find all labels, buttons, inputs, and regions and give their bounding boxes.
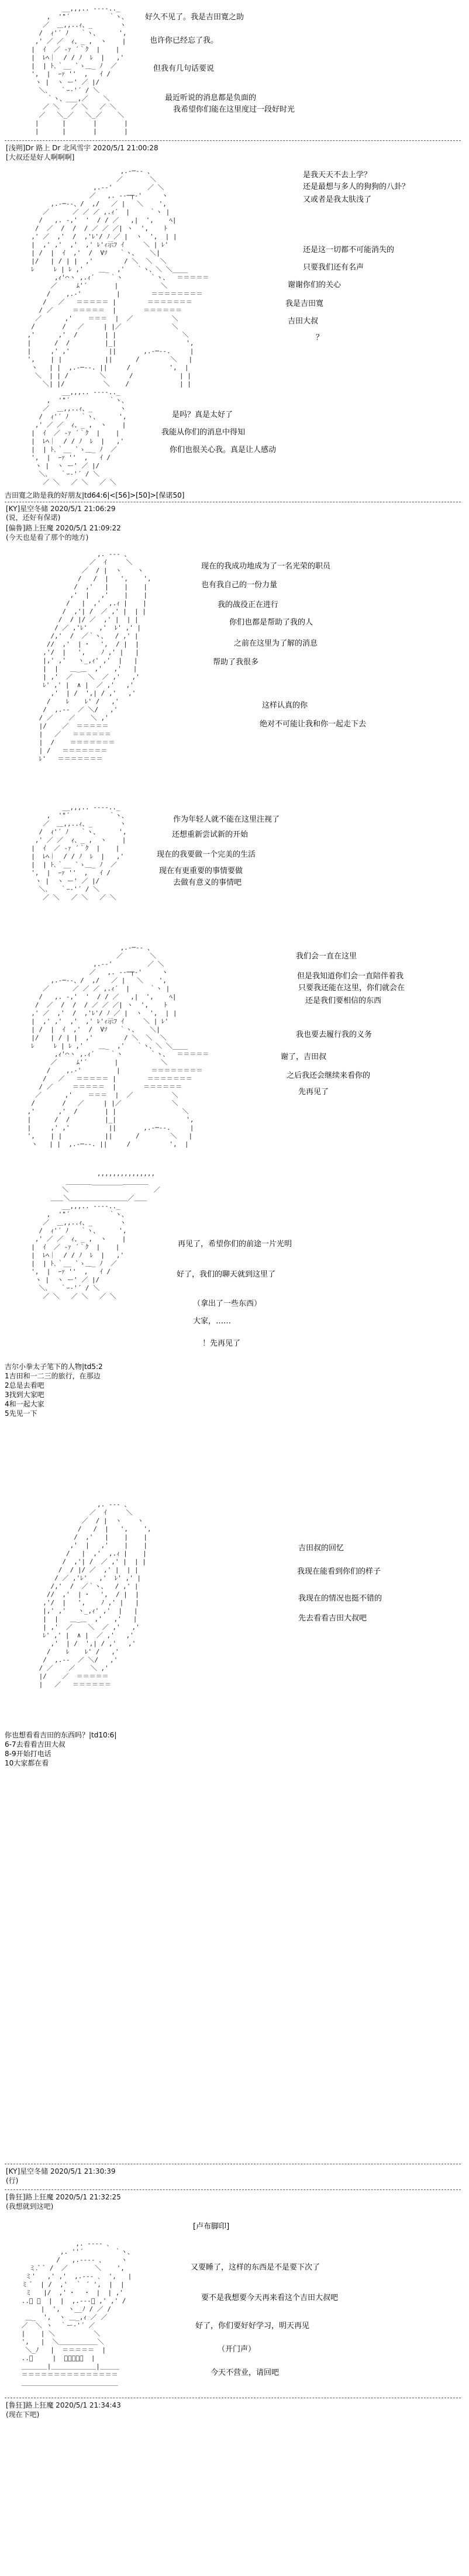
section-caption: 你也想看看吉田的东西吗？|td10:6| bbox=[5, 1731, 117, 1739]
scene-label: [卢布脚印] bbox=[193, 2222, 230, 2231]
dialogue-line: 好了，我们的聊天就到这里了 bbox=[177, 1270, 276, 1279]
dialogue-line: 你们也很关心我。真是让人感动 bbox=[170, 446, 277, 454]
dialogue-line: 好久不见了。我是吉田寛之助 bbox=[145, 13, 244, 22]
dialogue-line: 你们也都是帮助了我的人 bbox=[229, 618, 313, 627]
dialogue-line: 还是这一切都不可能消失的 bbox=[303, 246, 395, 254]
dialogue-line: 要不是我想要今天再来看这个吉田大叔吧 bbox=[201, 2294, 339, 2302]
dialogue-line: 先再见了 bbox=[298, 1088, 329, 1096]
dialogue-line: 好了，你们要好好学习，明天再见 bbox=[195, 2322, 310, 2330]
post-comment: (我想就到这吧) bbox=[6, 2202, 54, 2211]
post-comment: (行) bbox=[6, 2177, 19, 2185]
note-line: 10大家都在看 bbox=[5, 1759, 49, 1767]
dialogue-line: 今天不营业，请回吧 bbox=[211, 2368, 280, 2377]
dialogue-line: 还想重新尝试新的开始 bbox=[172, 830, 249, 839]
ascii-art-character: ,. -‐‐- ､ ,. ''´ ｀ヽ、 / ,.-‐‐- 、 ヽ ミ.ﾞ ﾞ / ／ ＼ ', ミ' ,' ,' ,.-‐- ､ ', | ミ ﾞ | / ,' ｀ ´ ', | | ミ |/ ,' ･ ･ | | ,' ..ﾞ ﾞ | | ,.-‐‐､ ,' ,' / | ', ヽ__ﾉ / ／ / ＿_ ', ヽ ＿_,ｨ ／ ／ ／ ＼ ヽ ｀ー‐'´ ／ | | ＼ ＼ ', | ＼＿＿＿＿＿＿＼ ＼_ﾉ | ＝＝＝＝＝ | ..ﾞ | ＝＝＝＝＝ | ＿＿＿＿|＿＿＿＿＿＿＿|＿＿＿ ＝＝＝＝＝＝＝＝＝＝＝＝＝＝＝ ＿＿＿＿＿＿＿＿＿＿＿＿＿＿＿ bbox=[21, 2240, 134, 2387]
note-line: 8-9开始打电话 bbox=[5, 1750, 51, 1758]
dialogue-line: 帮助了我很多 bbox=[213, 658, 259, 667]
dialogue-line: 之前在这里为了解的消息 bbox=[234, 639, 318, 648]
post-comment: (现在下吧) bbox=[6, 2411, 40, 2419]
dialogue-line: 只要我们还有名声 bbox=[303, 263, 364, 272]
dialogue-line: 作为年轻人就不能在这里注视了 bbox=[173, 815, 280, 824]
dialogue-line: 也许你已经忘了我。 bbox=[150, 36, 219, 45]
post-comment: (说，还好有保诺) bbox=[6, 513, 61, 522]
post-section-3 bbox=[0, 386, 469, 532]
post-meta: [KY]星空冬储 2020/5/1 21:30:39 bbox=[6, 2167, 116, 2175]
dialogue-line: 还是我们要相信的东西 bbox=[305, 996, 382, 1005]
post-meta: [偏鲁]路上狂魔 2020/5/1 21:09:22 bbox=[6, 524, 121, 532]
dialogue-line: 我的战役正在进行 bbox=[218, 601, 279, 609]
post-meta: [鲁狂]路上狂魔 2020/5/1 21:32:25 bbox=[6, 2193, 121, 2201]
section-7-notes bbox=[0, 1363, 469, 1421]
dialogue-line: 现在有更重要的事情要做 bbox=[159, 867, 243, 875]
note-line: 3找到大家吧 bbox=[5, 1391, 44, 1399]
note-line: 6-7去看看吉田大叔 bbox=[5, 1740, 65, 1749]
ascii-art-character: __,,,.. ---‐.._ , '"´ ｀ヽ、 ／ ＿,,..ｨ、_ ヽ / ｨ'´ ﾉ ｀ヽ、 ', ,' ／ ／ ｨ、_ , ヽ | | ｲ ／ ‐ｧ ´｀ｸ | | | ﾚﾍ｜ / / ﾉ ﾚ | ,' | | ﾄ､｀__ `ゝ＿_ ﾉ ／ ', | ｰｧ '' , ｲ / ヽ | ヽ ー' ／ |/ ＼､ ｀ｰ‐'´ / ＼ ／ ＼ ／ ＼ ／ ＼ bbox=[31, 388, 128, 486]
dialogue-line: 还是最想与多人的狗狗的八卦？ bbox=[303, 182, 410, 191]
dialogue-line: 现在的我成功地成为了一名光荣的职员 bbox=[201, 562, 331, 571]
post-meta: [鲁狂]路上狂魔 2020/5/1 21:34:43 bbox=[6, 2401, 121, 2409]
dialogue-line: 是我天天不去上学？ bbox=[303, 171, 372, 180]
ascii-art-character: ,.-─‐- 、 ／ ＼ ,.-‐' ／ ＼ ／ ,. --─┬‐' ヽ ,.-─‐-、/ ,/ ／ | ＼ ', ／ ／ ／ ／ ,.ｨ´ | ｀ヽ | / ,. -,' ' / / ／ ,| ', ﾍ| / ／ / / / ／ ／ ／| ヽ ', ﾄ ,' ／ ,' / ,'ﾚ'/ ﾉ ／ | ヽ ', | | | ,' ,' ,' ,' ﾚ'ｨ示ﾌ ｲ ＼ | ﾚ' | / | ｲ ,' / Vｿ ｀ヽ、 ＼| |/ | / | | ,' / ＼ ＼ ＼ ﾚ ﾚ | ﾚ ,' ＿_ ,' ｀ヽ、＼ ＼____ ,ｨ'⌒ヽ ,.ｨ´ ｀ヽ ｀ヽ、 ＝＝＝＝＝ ／ ﾑ'´ | ＼ / ,.-' | ＝＝＝＝＝＝＝＝ / ／ ＝＝＝＝＝ | ＝＝＝＝＝＝＝ / ／ ＝＝＝＝＝ | ＝＝＝＝＝＝ ／ ,' ＝＝＝ | ／ ＼ / / ／ | |／ ＼ ,' ,' / | | ＼ | / / |_| ', | ,' ,' || ,.-─‐-. | ', | | || / ＼ | ヽ | | ,.-─‐-. || / ', | ＼ | | / ＼ / | | ＼| |/ ＼ / | | bbox=[27, 167, 209, 388]
dialogue-line: 我也要去履行我的义务 bbox=[296, 1030, 373, 1039]
ascii-art-character: __,,,.. ---‐.._ , '"´ ｀ヽ、 ／ ＿,,..ｨ、_ ヽ / ｨ'´ ﾉ ｀ヽ、 ', ,' ／ ／ ｨ、_ , ヽ | | ｲ ／ ‐ｧ ´｀ｸ | | | ﾚﾍ｜ / / ﾉ ﾚ | ,' | | ﾄ､｀__ `ゝ＿_ ﾉ ／ ', | ｰｧ '' , ｲ / ヽ | ヽ ー' ／ |/ ＼､ ｀ｰ‐'´ / ＼ ｀ヽ、___,／ ＼ ／ ＼ ／ ＼ ／ ＼ ／ ＼_／ ＼_／ ＼ | | | | | | | | bbox=[31, 5, 128, 135]
dialogue-line: 最近听说的消息都是负面的 bbox=[165, 94, 257, 102]
dialogue-line: 现在的我要做一个完美的生活 bbox=[157, 850, 256, 859]
section-caption: 吉尔小拳太子笔下的人物|td5:2 bbox=[5, 1363, 103, 1371]
dialogue-line: 之后我还会继续来看你的 bbox=[287, 1071, 371, 1080]
dialogue-line: 我希望你们能在这里度过一段好时光 bbox=[173, 105, 295, 114]
dialogue-line: 再见了，希望你们的前途一片光明 bbox=[178, 1240, 292, 1249]
dialogue-line: 先去看看吉田大叔吧 bbox=[298, 1614, 367, 1623]
dialogue-line: 我现在的情况也挺不错的 bbox=[298, 1594, 382, 1603]
section-caption: 吉田寛之助是我的好朋友|td64:6|<[56]>[50]>[保诺50] bbox=[5, 491, 185, 499]
note-line: 4和一起大家 bbox=[5, 1400, 44, 1408]
post-section-8 bbox=[0, 1497, 469, 1708]
ascii-art-character: ,. -‐- 、 ／ ｲ ＼ ／ / | ヽ ヽ / / | ', ', / ,' | | | ,' | ,' | | / | ,' ,.ｨ | | / ,'| / ／ ,' | | | / / |/ ／ ,' | | | / ／ ,'ﾚ' ,' ﾚ' ,' | /,' / ／｀ヽ、 / ,' | // ,' | ･ ', / | | ,'/ | ', ﾉ ,' | | |,' ,' ヽ_,ｨ' ,' | | | | ＿_＿ ,' ,' | | ,' ／ ＼ ／ ,' ,' ﾚ' ,' | ∧ | ／ ,' ,' ,' | / ',| / ,' ,' / ﾚ ﾚ' / ,' / ,.-‐ ／ ＼/ ,' / ／ ／ ＼ ,' |/ ／ ＝＝＝＝＝ | ／ ＝＝＝＝＝＝ | / ＝＝＝＝＝＝＝ | / ＝＝＝＝＝＝＝ ﾚ' ＝＝＝＝＝＝＝ bbox=[39, 550, 151, 763]
post-meta: [浅朔]Dr 路上 Dr 北风雪宇 2020/5/1 21:00:28 bbox=[6, 144, 158, 152]
post-divider bbox=[5, 2189, 461, 2190]
dialogue-line: 但我有几句话要说 bbox=[153, 64, 215, 73]
note-line: 1吉田和一二三的旅行，在那边 bbox=[5, 1372, 101, 1380]
dialogue-line: 我能从你们的消息中得知 bbox=[161, 428, 246, 437]
post-section-4 bbox=[0, 547, 469, 792]
dialogue-line: 我现在能看到你们的样子 bbox=[297, 1567, 381, 1576]
dialogue-line: 又或者是我太肤浅了 bbox=[303, 195, 372, 204]
dialogue-line: （拿出了一些东西） bbox=[193, 1299, 262, 1308]
section-8-notes bbox=[0, 1731, 469, 1772]
dialogue-line: 也有我自己的一份力量 bbox=[201, 581, 278, 589]
post-section-2 bbox=[0, 164, 469, 386]
dialogue-line: （开门声） bbox=[218, 2345, 256, 2354]
dialogue-line: 吉田大叔 bbox=[288, 317, 319, 326]
dialogue-line: 谢了，吉田叔 bbox=[281, 1053, 327, 1061]
dialogue-line: 是吗？真是太好了 bbox=[172, 411, 233, 419]
post-meta: [KY]星空冬储 2020/5/1 21:06:29 bbox=[6, 505, 116, 513]
note-line: 5先见一下 bbox=[5, 1409, 37, 1418]
ascii-art-character: ,,,,,,,,,,,,,,, ＿＿＿＿________＿＿＿＿ ＼ ／ ＿＿＼＿＿＿＿＿＿＿＿＿／＿＿ __,,,.. ---‐.._ , '"´ ｀ヽ、 ／ ＿,,..ｨ、_ ヽ / ｨ'´ ﾉ ｀ヽ、 ', ,' ／ ／ ｨ、_ , ヽ | | ｲ ／ ‐ｧ ´｀ｸ | | | ﾚﾍ｜ / / ﾉ ﾚ | ,' | | ﾄ､｀__ `ゝ＿_ ﾉ ／ ', | ｰｧ '' , ｲ / ヽ | ヽ ー' ／ |/ ＼､ ｀ｰ‐'´ / ＼ ／ ＼ ／ ＼ ／ ＼ bbox=[31, 1170, 160, 1300]
dialogue-line: ！先再见了 bbox=[202, 1339, 241, 1348]
dialogue-line: 只要我还能在这里，你们就会在 bbox=[298, 984, 405, 992]
dialogue-line: 但是我知道你们会一直陪伴着我 bbox=[297, 972, 404, 981]
post-comment: [大叔还是好人啊啊啊] bbox=[6, 153, 75, 161]
dialogue-line: ？ bbox=[316, 333, 324, 342]
dialogue-line: 我是吉田寛 bbox=[285, 299, 324, 308]
dialogue-line: 大家，…… bbox=[193, 1317, 232, 1326]
ascii-art-character: ,. -‐- 、 ／ ｲ ＼ ／ / | ヽ ヽ / / | ', ', / ,' | | | ,' | ,' | | / | ,' ,.ｨ | | / ,'| / ／ ,' | | | / / |/ ／ ,' | | | / ／ ,'ﾚ' ,' ﾚ' ,' | /,' / ／｀ヽ、 / ,' | // ,' | ･ ', / | | ,'/ | ', ﾉ ,' | | |,' ,' ヽ_,ｨ' ,' | | | | ＿_＿ ,' ,' | | ,' ／ ＼ ／ ,' ,' ﾚ' ,' | ∧ | ／ ,' ,' ,' | / ',| / ,' ,' / ﾚ ﾚ' / ,' / ,.-‐ ／ ＼/ ,' / ／ ／ ＼ ,' |/ ／ ＝＝＝＝＝ | ／ ＝＝＝＝＝＝ bbox=[39, 1501, 151, 1688]
dialogue-line: 这样认真的你 bbox=[262, 701, 308, 710]
dialogue-line: 去做有意义的事情吧 bbox=[173, 878, 242, 887]
dialogue-line: 吉田叔的回忆 bbox=[298, 1544, 344, 1553]
post-section-7 bbox=[0, 1170, 469, 1357]
post-section-1 bbox=[0, 0, 469, 161]
post-divider bbox=[5, 140, 461, 141]
dialogue-line: 又要睡了，这样的东西是不是要下次了 bbox=[191, 2263, 320, 2272]
note-line: 2总是去看吧 bbox=[5, 1381, 44, 1389]
post-section-6 bbox=[0, 942, 469, 1158]
post-section-9 bbox=[0, 2164, 469, 2576]
dialogue-line: 我们会一直在这里 bbox=[296, 952, 357, 961]
ascii-art-character: ,.-─‐- 、 ／ ＼ ,.-‐' ／ ＼ ／ ,. --─┬‐' ヽ ,.-─‐-、/ ,/ ／ | ＼ ', ／ ／ ／ ／ ,.ｨ´ | ｀ヽ | / ,. -,' ' / / ／ ,| ', ﾍ| / ／ / / / ／ ／ ／| ヽ ', ﾄ ,' ／ ,' / ,'ﾚ'/ ﾉ ／ | ヽ ', | | | ,' ,' ,' ,' ﾚ'ｨ示ﾌ ｲ ＼ | ﾚ' | / | ｲ ,' / Vｿ ｀ヽ、 ＼| |/ | / | | ,' / ＼ ＼ ＼ ﾚ ﾚ | ﾚ ,' ＿_ ,' ｀ヽ、＼ ＼____ ,ｨ'⌒ヽ ,.ｨ´ ｀ヽ ｀ヽ、 ＝＝＝＝＝ ／ ﾑ'´ | ＼ / ,.-' | ＝＝＝＝＝＝＝＝ / ／ ＝＝＝＝＝ | ＝＝＝＝＝＝＝ / ／ ＝＝＝＝＝ | ＝＝＝＝＝＝ ／ ,' ＝＝＝ | ／ ＼ / / ／ | |／ ＼ ,' ,' / | | ＼ | / / |_| ', | ,' ,' || ,.-─‐-. | ', | | || / ＼ | ヽ | | ,.-─‐-. || / ', | bbox=[27, 944, 209, 1148]
dialogue-line: 谢谢你们的关心 bbox=[288, 281, 342, 289]
post-comment: (今天也是看了那个的地方) bbox=[6, 533, 89, 542]
post-section-5 bbox=[0, 801, 469, 942]
ascii-art-character: __,,,.. ---‐.._ , '"´ ｀ヽ、 ／ ＿,,..ｨ、_ ヽ / ｨ'´ ﾉ ｀ヽ、 ', ,' ／ ／ ｨ、_ , ヽ | | ｲ ／ ‐ｧ ´｀ｸ | | | ﾚﾍ｜ / / ﾉ ﾚ | ,' | | ﾄ､｀__ `ゝ＿_ ﾉ ／ ', | ｰｧ '' , ｲ / ヽ | ヽ ー' ／ |/ ＼､ ｀ｰ‐'´ / ＼ ／ ＼ ／ ＼ ／ ＼ bbox=[31, 804, 128, 901]
dialogue-line: 绝对不可能让我和你一起走下去 bbox=[260, 720, 367, 729]
